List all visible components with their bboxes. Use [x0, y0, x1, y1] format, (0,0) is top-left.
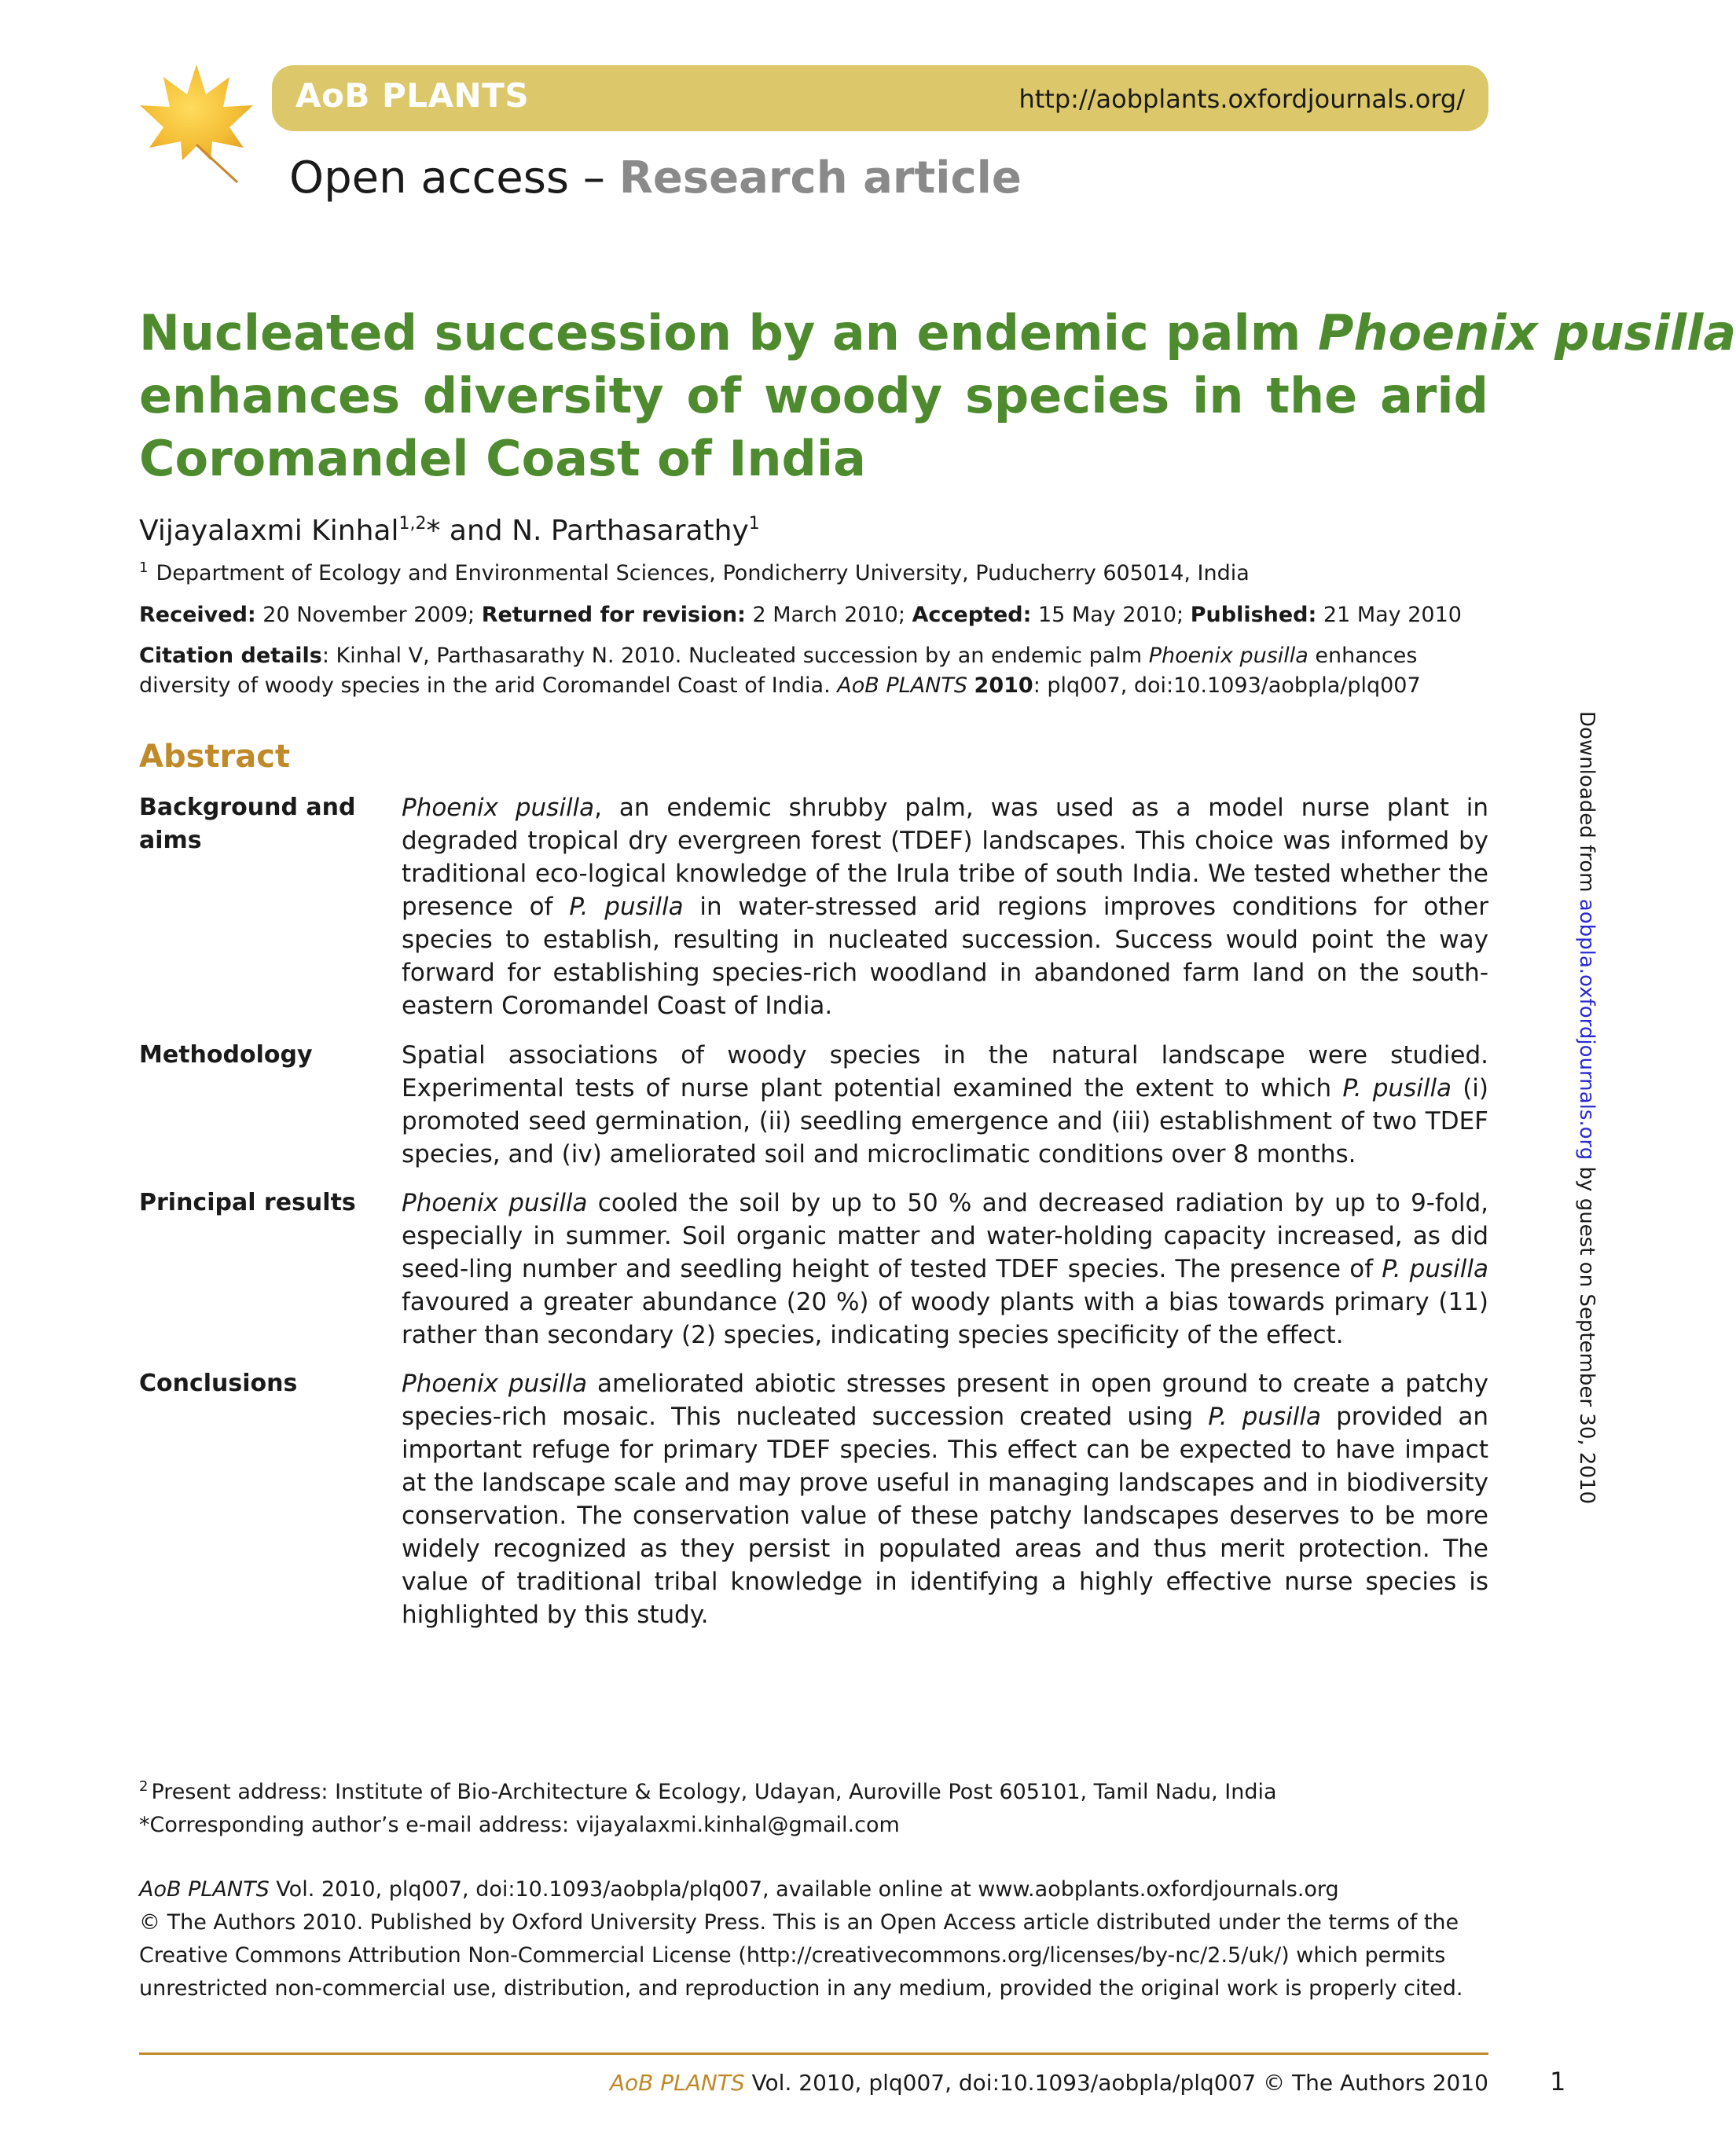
abstract-heading: Abstract: [139, 739, 291, 775]
license-block: [139, 1873, 1488, 2005]
footnote-address: $^2$ Present address: Institute of Bio-Architecture & Ecology, Udayan, Auroville Post 605101, Tamil Nadu, India: [139, 1778, 1277, 1804]
journal-banner: [272, 65, 1488, 131]
section-text: Phoenix pusilla cooled the soil by up to 50 % and decreased radiation by up to 9-fold, especially in summer. Soil organic matter and water-holding capacity increased, as did seed-ling number and seedling height of tested TDEF species. The presence of P. pusilla favoured a greater abundance (20 %) of woody plants with a bias towards primary (11) rather than secondary (2) species, indicating species specificity of the effect.: [402, 1189, 1489, 1349]
section-text: Spatial associations of woody species in the natural landscape were studied. Experimental tests of nurse plant potential examined the extent to which P. pusilla (i) promoted seed germination, (ii) seedling emergence and (iii) establishment of two TDEF species, and (iv) ameliorated soil and microclimatic conditions over 8 months.: [402, 1041, 1489, 1168]
author-name: Vijayalaxmi Kinhal: [139, 515, 399, 547]
title-line-1: Nucleated succession by an endemic palm Phoenix pusilla: [139, 304, 1736, 361]
footnotes: [139, 1770, 1277, 1842]
section-text: Phoenix pusilla, an endemic shrubby palm, was used as a model nurse plant in degraded tropical dry evergreen forest (TDEF) landscapes. This choice was informed by traditional eco-logical knowledge of the Irula tribe of south India. We tested whether the presence of P. pusilla in water-stressed arid regions improves conditions for other species to establish, resulting in nucleated succession. Success would point the way forward for establishing species-rich woodland in abandoned farm land on the south-eastern Coromandel Coast of India.: [402, 794, 1488, 1020]
article-dates: Received: 20 November 2009; Returned for revision: 2 March 2010; Accepted: 15 May 2010; Published: 21 May 2010: [139, 603, 1462, 627]
license-text: © The Authors 2010. Published by Oxford University Press. This is an Open Access article distributed under the terms of the Creative Commons Attribution Non-Commercial License (http://creativecommons.org/licenses/by-nc/2.5/uk/) which permits unrestricted non-commercial use, distribution, and reproduction in any medium, provided the original work is properly cited.: [139, 1910, 1463, 2001]
affiliation: $^1$ Department of Ecology and Environmental Sciences, Pondicherry University, Puducherry 605014, India: [139, 559, 1250, 585]
page-number: 1: [1550, 2067, 1566, 2096]
footer-divider: [139, 2052, 1488, 2055]
section-label: Principal results: [139, 1189, 356, 1216]
journal-brand: AoB PLANTS: [295, 76, 530, 115]
download-link[interactable]: aobpla.oxfordjournals.org: [1575, 898, 1598, 1161]
section-label: Background and aims: [139, 794, 356, 854]
section-label: Methodology: [139, 1041, 313, 1069]
page-footer: AoB PLANTS Vol. 2010, plq007, doi:10.1093/aobpla/plq007 © The Authors 2010: [609, 2070, 1488, 2096]
section-label: Conclusions: [139, 1370, 298, 1397]
author-name: N. Parthasarathy: [512, 515, 749, 547]
title-line-2: enhances diversity of woody species in the arid: [139, 367, 1488, 424]
dash: –: [582, 152, 605, 204]
article-type: [289, 152, 1022, 204]
access-label: Open access: [289, 152, 570, 204]
footnote-email: *Corresponding author’s e-mail address: vijayalaxmi.kinhal@gmail.com: [139, 1813, 900, 1837]
article-kind: Research article: [618, 152, 1022, 204]
title-line-3: Coromandel Coast of India: [139, 430, 867, 487]
download-note: Downloaded from aobpla.oxfordjournals.org by guest on September 30, 2010: [1575, 711, 1598, 1505]
license-source: AoB PLANTS Vol. 2010, plq007, doi:10.1093/aobpla/plq007, available online at www.aobplants.oxfordjournals.org: [139, 1877, 1339, 1902]
article-title: [139, 302, 1736, 490]
author-list: Vijayalaxmi Kinhal$^{1,2}$* and N. Parthasarathy$^1$: [139, 514, 760, 547]
maple-leaf-icon: [135, 60, 258, 185]
citation-details: Citation details: Kinhal V, Parthasarathy N. 2010. Nucleated succession by an endemic palm Phoenix pusilla enhances diversity of woody species in the arid Coromandel Coast of India. AoB PLANTS 2010: plq007, doi:10.1093/aobpla/plq007: [139, 644, 1421, 698]
journal-url[interactable]: http://aobplants.oxfordjournals.org/: [1018, 84, 1465, 114]
section-text: Phoenix pusilla ameliorated abiotic stresses present in open ground to create a patchy species-rich mosaic. This nucleated succession created using P. pusilla provided an important refuge for primary TDEF species. This effect can be expected to have impact at the landscape scale and may prove useful in managing landscapes and in biodiversity conservation. The conservation value of these patchy landscapes deserves to be more widely recognized as they persist in populated areas and thus merit protection. The value of traditional tribal knowledge in identifying a highly effective nurse species is highlighted by this study.: [402, 1370, 1489, 1629]
